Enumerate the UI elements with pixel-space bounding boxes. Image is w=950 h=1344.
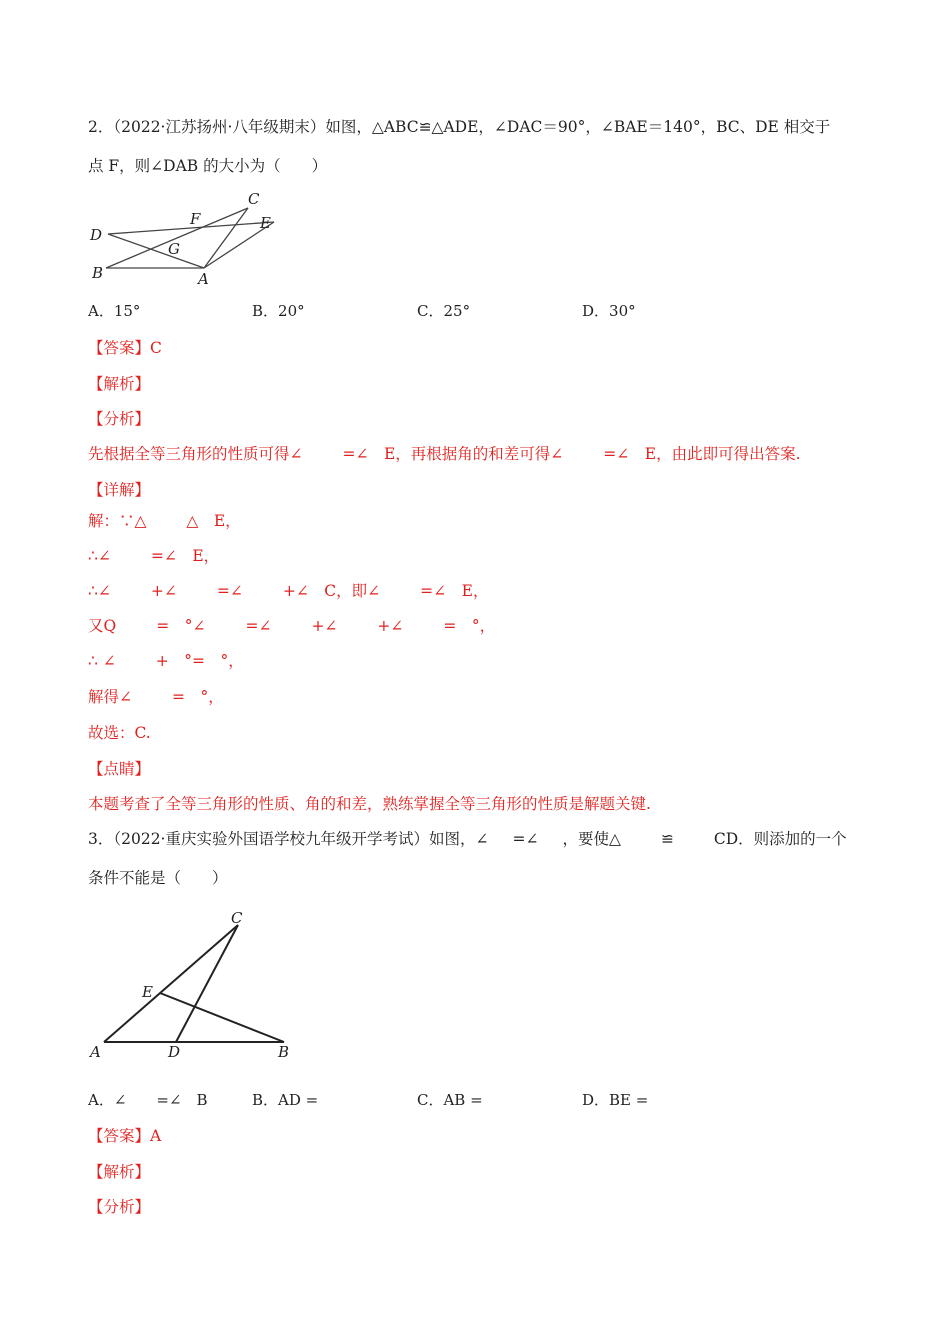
q2-step-3-e: ，即∠ — [336, 582, 381, 600]
q3-stem-d: ≌ — [660, 830, 674, 848]
q2-step-4-d: +∠ — [311, 617, 338, 635]
q2-label-g: G — [168, 240, 180, 258]
q2-step-1 — [88, 511, 241, 531]
q3-option-b: B．AD = — [252, 1091, 319, 1109]
q2-step-6-b: = °， — [172, 688, 224, 706]
q2-step-3-f: =∠ E， — [420, 582, 489, 600]
q2-step-4-f: = °， — [443, 617, 496, 635]
q3-label-a: A — [90, 1043, 101, 1061]
q2-step-3 — [88, 581, 488, 601]
q3-segment-ac — [104, 925, 238, 1042]
q2-option-a: A．15° — [88, 302, 141, 320]
q2-fenxi-part-c: =∠ E，由此即可得出答案. — [603, 445, 801, 463]
q3-label-b: B — [278, 1043, 290, 1061]
q3-label-e: E — [142, 983, 153, 1001]
q2-stem-line1: 2．（2022·江苏扬州·八年级期末）如图，△ABC≌△ADE，∠DAC＝90°，∠BAE＝140°，BC、DE 相交于 — [88, 118, 831, 136]
q2-dianjing-text: 本题考查了全等三角形的性质、角的和差，熟练掌握全等三角形的性质是解题关键. — [88, 795, 651, 813]
q2-step-2-a: ∴∠ — [88, 547, 111, 565]
q2-xiangjie-heading: 【详解】 — [88, 481, 151, 499]
q2-option-b: B．20° — [252, 302, 305, 320]
q2-fenxi-text — [88, 444, 801, 464]
q3-stem-line2: 条件不能是（ ） — [88, 869, 228, 887]
q2-jiexi-heading: 【解析】 — [88, 375, 151, 393]
q2-step-1-a: 解：∵△ — [88, 512, 147, 530]
q2-label-f: F — [190, 210, 201, 228]
q2-step-3-d: +∠ C — [282, 582, 337, 600]
q2-label-b: B — [92, 264, 104, 282]
q2-step-4-e: +∠ — [377, 617, 404, 635]
q3-option-c: C．AB = — [417, 1091, 483, 1109]
q2-step-4-b: = °∠ — [156, 617, 206, 635]
q2-step-6 — [88, 687, 224, 707]
q2-label-e: E — [260, 214, 271, 232]
q2-label-a: A — [198, 270, 209, 288]
q2-answer: 【答案】C — [88, 339, 162, 357]
q2-step-4-c: =∠ — [245, 617, 272, 635]
q2-label-c: C — [248, 190, 260, 208]
q2-segment-da — [108, 234, 204, 268]
q3-stem-a: 3．（2022·重庆实验外国语学校九年级开学考试）如图，∠ — [88, 830, 489, 848]
q2-step-4-a: 又Q — [88, 617, 117, 635]
q2-step-1-b: △ E， — [186, 512, 241, 530]
q2-step-3-a: ∴∠ — [88, 582, 111, 600]
q3-figure — [86, 905, 306, 1065]
q2-step-3-b: +∠ — [150, 582, 177, 600]
q2-step-5 — [88, 651, 244, 671]
q3-stem-e: CD．则添加的一个 — [713, 830, 847, 848]
q3-fenxi-heading: 【分析】 — [88, 1198, 151, 1216]
q3-label-c: C — [231, 909, 243, 927]
q2-label-d: D — [90, 226, 103, 244]
q3-label-d: D — [168, 1043, 181, 1061]
q3-jiexi-heading: 【解析】 — [88, 1163, 151, 1181]
q2-step-6-a: 解得∠ — [88, 688, 132, 706]
q2-fenxi-part-a: 先根据全等三角形的性质可得∠ — [88, 445, 303, 463]
q2-stem-line2: 点 F，则∠DAB 的大小为（ ） — [88, 157, 328, 175]
q2-step-5-b: + °= °， — [155, 652, 244, 670]
q2-step-4 — [88, 616, 495, 636]
q2-figure — [86, 190, 286, 290]
q3-answer: 【答案】A — [88, 1127, 162, 1145]
q3-stem-b: =∠ — [512, 830, 539, 848]
q2-fenxi-heading: 【分析】 — [88, 410, 151, 428]
q3-option-d: D．BE = — [582, 1091, 649, 1109]
q3-option-a: A．∠ =∠ B — [88, 1091, 208, 1109]
q3-stem-c: ，要使△ — [562, 830, 621, 848]
q2-step-5-a: ∴ ∠ — [88, 652, 116, 670]
q3-segment-eb — [160, 993, 284, 1042]
q2-choice: 故选：C. — [88, 724, 151, 742]
q2-step-2 — [88, 546, 219, 566]
q3-stem-line1 — [88, 829, 847, 849]
q2-fenxi-part-b: =∠ E，再根据角的和差可得∠ — [342, 445, 564, 463]
q2-step-3-c: =∠ — [216, 582, 243, 600]
q2-option-d: D．30° — [582, 302, 636, 320]
q2-step-2-b: =∠ E， — [150, 547, 220, 565]
q3-segment-cd — [176, 925, 238, 1042]
q2-option-c: C．25° — [417, 302, 471, 320]
q2-dianjing-heading: 【点睛】 — [88, 760, 151, 778]
